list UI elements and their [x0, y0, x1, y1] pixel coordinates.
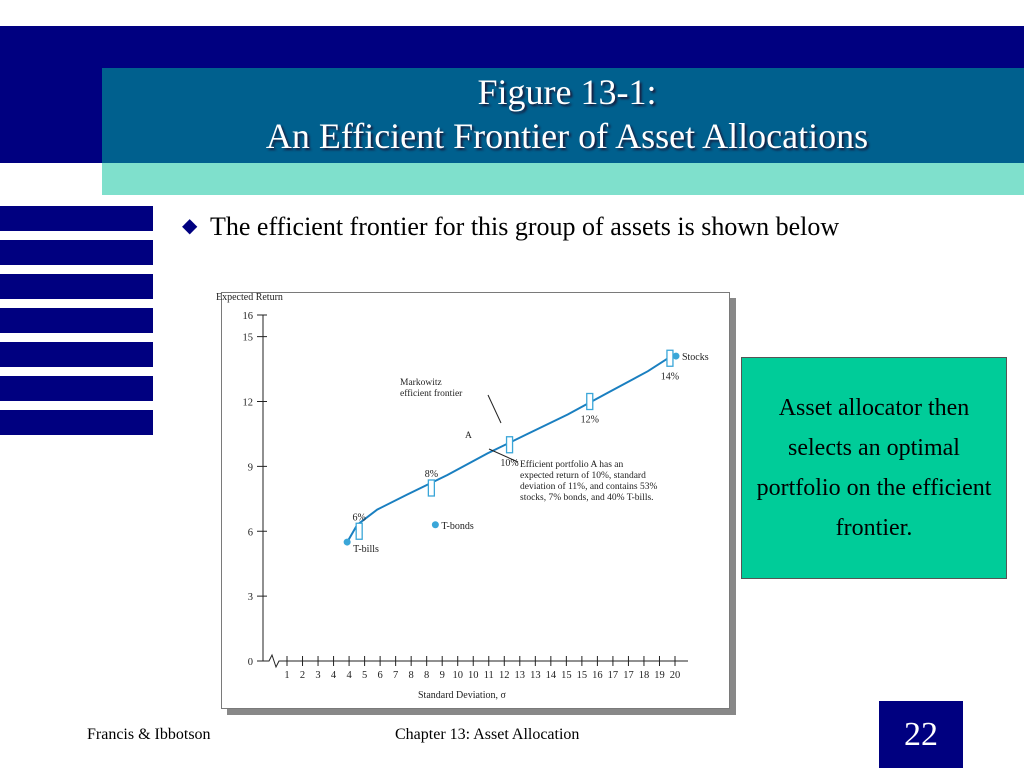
footer-chapter: Chapter 13: Asset Allocation	[395, 726, 580, 743]
decor-stripe	[0, 308, 153, 333]
x-tick-label: 5	[361, 670, 368, 681]
callout-text: Asset allocator then selects an optimal portfolio on the efficient frontier.	[756, 395, 992, 541]
frontier-mark	[428, 480, 434, 496]
x-tick-label: 4	[346, 670, 352, 681]
x-tick-label: 18	[638, 670, 650, 681]
x-tick-label: 3	[315, 670, 321, 681]
y-tick-label: 12	[242, 397, 253, 409]
y-axis-label: Expected Return	[216, 292, 283, 303]
x-tick-label: 13	[514, 670, 526, 681]
asset-point	[432, 521, 439, 528]
x-tick-label: 17	[623, 670, 634, 681]
y-tick-label: 6	[247, 527, 253, 539]
y-tick-label: 15	[242, 332, 253, 344]
frontier-mark	[356, 523, 362, 539]
portfolio-a-line4: stocks, 7% bonds, and 40% T-bills.	[520, 493, 654, 503]
title-line-2: An Efficient Frontier of Asset Allocations	[265, 116, 869, 156]
decor-stripe	[0, 410, 153, 435]
page-number-text: 22	[904, 715, 938, 753]
x-tick-label: 1	[284, 670, 290, 681]
x-tick-label: 19	[654, 670, 665, 681]
assets-layer	[344, 352, 709, 555]
efficient-frontier-chart	[205, 285, 725, 705]
decor-stripe	[0, 240, 153, 265]
x-tick-label: 11	[483, 670, 494, 681]
decor-left-block	[0, 26, 102, 163]
y-tick-label: 9	[247, 462, 253, 474]
frontier-mark-label: 8%	[424, 469, 439, 480]
callout-box	[741, 357, 1007, 579]
x-tick-label: 13	[530, 670, 541, 681]
x-tick-label: 8	[408, 670, 414, 681]
frontier-mark	[507, 437, 513, 453]
x-tick-label: 15	[576, 670, 588, 681]
x-tick-label: 6	[377, 670, 383, 681]
x-tick-label: 10	[467, 670, 479, 681]
frontier-label-arrow	[488, 395, 501, 423]
x-tick-label: 2	[299, 670, 306, 681]
footer-author: Francis & Ibbotson	[87, 726, 211, 743]
point-a-label: A	[465, 431, 472, 441]
asset-label: T-bills	[353, 544, 379, 556]
portfolio-a-line2: expected return of 10%, standard	[520, 471, 646, 481]
y-tick-label: 0	[247, 657, 253, 668]
slide-title	[102, 70, 1024, 158]
decor-stripe	[0, 342, 153, 367]
x-tick-label: 12	[499, 670, 510, 681]
x-tick-label: 14	[545, 670, 557, 681]
decor-stripe	[0, 376, 153, 401]
page-number	[879, 701, 963, 768]
x-tick-label: 17	[607, 670, 619, 681]
x-tick-label: 4	[330, 670, 337, 681]
x-tick-label: 9	[439, 670, 445, 681]
portfolio-a-line1: Efficient portfolio A has an	[520, 460, 624, 470]
bullet-point	[182, 206, 862, 247]
x-tick-label: 10	[452, 670, 463, 681]
x-axis-label: Standard Deviation, σ	[418, 690, 506, 701]
asset-point	[344, 539, 351, 546]
x-tick-label: 7	[393, 670, 399, 681]
annotations-layer	[216, 292, 657, 701]
title-line-1: Figure 13-1:	[477, 72, 657, 112]
decor-stripe	[0, 206, 153, 231]
frontier-mark-label: 14%	[660, 371, 680, 383]
frontier-mark-label: 6%	[352, 512, 366, 524]
title-accent-bar	[102, 163, 1024, 195]
x-axis-line	[263, 655, 688, 667]
portfolio-a-line3: deviation of 11%, and contains 53%	[520, 482, 658, 492]
decor-top-bar	[0, 26, 1024, 68]
x-tick-label: 8	[424, 670, 430, 681]
y-tick-label: 16	[242, 311, 253, 322]
diamond-bullet-icon: ◆	[182, 215, 198, 237]
frontier-label-line2: efficient frontier	[400, 389, 463, 399]
asset-point	[672, 353, 679, 360]
bullet-text: The efficient frontier for this group of assets is shown below	[210, 212, 840, 241]
asset-label: Stocks	[681, 352, 709, 364]
frontier-mark-label: 10%	[500, 457, 519, 469]
y-tick-label: 3	[247, 592, 253, 604]
frontier-mark	[667, 350, 673, 366]
frontier-label-line1: Markowitz	[400, 378, 442, 388]
decor-stripe	[0, 274, 153, 299]
asset-label: T-bonds	[441, 520, 474, 532]
x-tick-label: 15	[561, 670, 572, 681]
frontier-mark	[587, 394, 593, 410]
frontier-mark-label: 12%	[580, 414, 599, 426]
x-tick-label: 16	[592, 670, 603, 681]
x-tick-label: 20	[669, 670, 681, 681]
